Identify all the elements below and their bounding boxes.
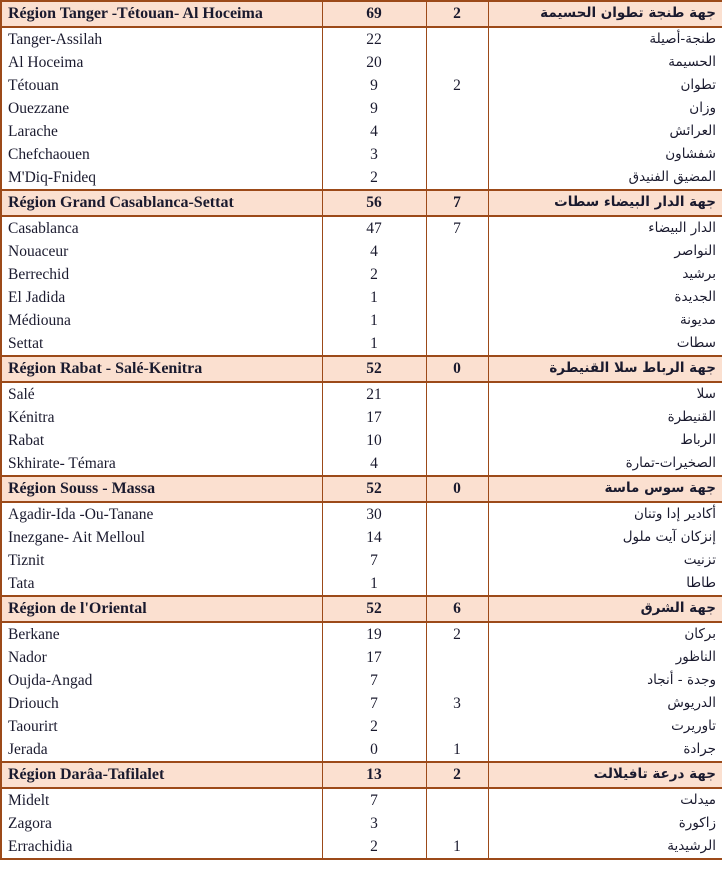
city-name-fr: Tata — [1, 572, 322, 596]
region-name-fr: Région Grand Casablanca-Settat — [1, 190, 322, 216]
city-name-ar: طاطا — [488, 572, 722, 596]
city-name-ar: تاوريرت — [488, 715, 722, 738]
table-row — [1, 309, 722, 332]
city-deaths-count — [426, 646, 488, 669]
table-row — [1, 382, 722, 406]
city-name-ar: وزان — [488, 97, 722, 120]
city-name-ar: وجدة - أنجاد — [488, 669, 722, 692]
city-cases-count: 1 — [322, 332, 426, 356]
city-cases-count: 4 — [322, 452, 426, 476]
table-row — [1, 27, 722, 51]
city-name-fr: Salé — [1, 382, 322, 406]
city-deaths-count — [426, 120, 488, 143]
table-row — [1, 669, 722, 692]
city-name-ar: زاكورة — [488, 812, 722, 835]
region-name-ar: جهة الرباط سلا القنيطرة — [488, 356, 722, 382]
city-name-fr: Settat — [1, 332, 322, 356]
table-row — [1, 240, 722, 263]
table-row — [1, 216, 722, 240]
city-name-fr: Larache — [1, 120, 322, 143]
city-deaths-count — [426, 526, 488, 549]
city-cases-count: 2 — [322, 835, 426, 859]
city-cases-count: 10 — [322, 429, 426, 452]
table-row — [1, 502, 722, 526]
city-cases-count: 17 — [322, 406, 426, 429]
region-deaths-count: 0 — [426, 476, 488, 502]
city-cases-count: 47 — [322, 216, 426, 240]
city-cases-count: 19 — [322, 622, 426, 646]
city-name-ar: الجديدة — [488, 286, 722, 309]
city-cases-count: 1 — [322, 309, 426, 332]
region-name-ar: جهة درعة تافيلالت — [488, 762, 722, 788]
region-header-row — [1, 762, 722, 788]
table-row — [1, 74, 722, 97]
city-name-ar: تزنيت — [488, 549, 722, 572]
region-name-fr: Région Souss - Massa — [1, 476, 322, 502]
region-name-fr: Région de l'Oriental — [1, 596, 322, 622]
city-cases-count: 1 — [322, 286, 426, 309]
city-deaths-count — [426, 788, 488, 812]
city-name-ar: أكادير إدا وتنان — [488, 502, 722, 526]
table-row — [1, 692, 722, 715]
city-deaths-count — [426, 286, 488, 309]
table-row — [1, 452, 722, 476]
city-deaths-count: 2 — [426, 74, 488, 97]
city-name-fr: Al Hoceima — [1, 51, 322, 74]
city-name-fr: Tanger-Assilah — [1, 27, 322, 51]
city-cases-count: 1 — [322, 572, 426, 596]
city-deaths-count — [426, 549, 488, 572]
city-cases-count: 2 — [322, 263, 426, 286]
table-row — [1, 51, 722, 74]
region-deaths-count: 0 — [426, 356, 488, 382]
city-name-fr: Kénitra — [1, 406, 322, 429]
city-name-ar: الرباط — [488, 429, 722, 452]
city-deaths-count — [426, 332, 488, 356]
city-cases-count: 9 — [322, 97, 426, 120]
table-row — [1, 715, 722, 738]
city-deaths-count — [426, 240, 488, 263]
city-name-ar: مديونة — [488, 309, 722, 332]
region-name-ar: جهة طنجة تطوان الحسيمة — [488, 1, 722, 27]
table-row — [1, 286, 722, 309]
city-name-fr: Jerada — [1, 738, 322, 762]
city-name-ar: شفشاون — [488, 143, 722, 166]
city-deaths-count — [426, 669, 488, 692]
city-deaths-count — [426, 812, 488, 835]
city-name-ar: إنزكان آيت ملول — [488, 526, 722, 549]
city-cases-count: 22 — [322, 27, 426, 51]
table-row — [1, 143, 722, 166]
city-cases-count: 7 — [322, 669, 426, 692]
table-row — [1, 429, 722, 452]
region-deaths-count: 7 — [426, 190, 488, 216]
city-deaths-count — [426, 166, 488, 190]
table-row — [1, 549, 722, 572]
city-cases-count: 9 — [322, 74, 426, 97]
city-name-fr: Nouaceur — [1, 240, 322, 263]
city-name-fr: Taourirt — [1, 715, 322, 738]
region-name-ar: جهة الشرق — [488, 596, 722, 622]
city-cases-count: 0 — [322, 738, 426, 762]
city-deaths-count — [426, 452, 488, 476]
city-deaths-count — [426, 572, 488, 596]
city-deaths-count: 1 — [426, 738, 488, 762]
city-cases-count: 3 — [322, 143, 426, 166]
city-deaths-count — [426, 51, 488, 74]
city-name-fr: Errachidia — [1, 835, 322, 859]
city-name-fr: Berrechid — [1, 263, 322, 286]
city-cases-count: 4 — [322, 240, 426, 263]
city-name-ar: ميدلت — [488, 788, 722, 812]
region-cases-count: 13 — [322, 762, 426, 788]
city-deaths-count: 7 — [426, 216, 488, 240]
table-row — [1, 97, 722, 120]
table-row — [1, 835, 722, 859]
city-name-ar: الحسيمة — [488, 51, 722, 74]
region-name-ar: جهة سوس ماسة — [488, 476, 722, 502]
city-name-fr: El Jadida — [1, 286, 322, 309]
city-deaths-count — [426, 143, 488, 166]
region-cases-count: 56 — [322, 190, 426, 216]
city-name-fr: Inezgane- Ait Melloul — [1, 526, 322, 549]
city-name-fr: Ouezzane — [1, 97, 322, 120]
city-cases-count: 30 — [322, 502, 426, 526]
table-row — [1, 622, 722, 646]
city-name-ar: بركان — [488, 622, 722, 646]
region-name-fr: Région Darâa-Tafilalet — [1, 762, 322, 788]
city-cases-count: 7 — [322, 788, 426, 812]
city-name-fr: Midelt — [1, 788, 322, 812]
city-name-fr: M'Diq-Fnideq — [1, 166, 322, 190]
city-name-fr: Médiouna — [1, 309, 322, 332]
city-name-ar: جرادة — [488, 738, 722, 762]
city-name-fr: Agadir-Ida -Ou-Tanane — [1, 502, 322, 526]
city-name-ar: تطوان — [488, 74, 722, 97]
city-name-ar: الصخيرات-تمارة — [488, 452, 722, 476]
city-name-fr: Nador — [1, 646, 322, 669]
table-row — [1, 120, 722, 143]
city-name-ar: سطات — [488, 332, 722, 356]
city-cases-count: 3 — [322, 812, 426, 835]
city-deaths-count: 3 — [426, 692, 488, 715]
table-row — [1, 572, 722, 596]
region-name-fr: Région Rabat - Salé-Kenitra — [1, 356, 322, 382]
city-name-ar: العرائش — [488, 120, 722, 143]
region-header-row — [1, 476, 722, 502]
city-name-ar: طنجة-أصيلة — [488, 27, 722, 51]
table-row — [1, 263, 722, 286]
city-name-fr: Zagora — [1, 812, 322, 835]
city-name-fr: Chefchaouen — [1, 143, 322, 166]
city-deaths-count: 2 — [426, 622, 488, 646]
region-deaths-count: 2 — [426, 1, 488, 27]
city-deaths-count — [426, 429, 488, 452]
region-header-row — [1, 356, 722, 382]
city-deaths-count: 1 — [426, 835, 488, 859]
table-row — [1, 788, 722, 812]
city-deaths-count — [426, 406, 488, 429]
city-name-ar: المضيق الفنيدق — [488, 166, 722, 190]
region-header-row — [1, 190, 722, 216]
table-body — [1, 1, 722, 859]
city-name-fr: Tétouan — [1, 74, 322, 97]
city-deaths-count — [426, 715, 488, 738]
region-cases-count: 69 — [322, 1, 426, 27]
city-name-ar: سلا — [488, 382, 722, 406]
region-cases-count: 52 — [322, 356, 426, 382]
city-name-ar: الرشيدية — [488, 835, 722, 859]
city-name-ar: النواصر — [488, 240, 722, 263]
city-name-fr: Casablanca — [1, 216, 322, 240]
city-cases-count: 21 — [322, 382, 426, 406]
city-name-ar: الدار البيضاء — [488, 216, 722, 240]
city-name-fr: Berkane — [1, 622, 322, 646]
table-row — [1, 526, 722, 549]
city-name-fr: Oujda-Angad — [1, 669, 322, 692]
city-name-ar: القنيطرة — [488, 406, 722, 429]
city-cases-count: 2 — [322, 715, 426, 738]
city-deaths-count — [426, 502, 488, 526]
city-name-fr: Tiznit — [1, 549, 322, 572]
region-name-ar: جهة الدار البيضاء سطات — [488, 190, 722, 216]
city-name-fr: Skhirate- Témara — [1, 452, 322, 476]
city-deaths-count — [426, 97, 488, 120]
table-row — [1, 738, 722, 762]
city-cases-count: 7 — [322, 692, 426, 715]
table-row — [1, 406, 722, 429]
city-deaths-count — [426, 382, 488, 406]
city-name-ar: الناظور — [488, 646, 722, 669]
city-deaths-count — [426, 27, 488, 51]
region-deaths-count: 2 — [426, 762, 488, 788]
city-name-fr: Driouch — [1, 692, 322, 715]
region-name-fr: Région Tanger -Tétouan- Al Hoceima — [1, 1, 322, 27]
table-row — [1, 812, 722, 835]
table-row — [1, 166, 722, 190]
region-cases-count: 52 — [322, 476, 426, 502]
city-cases-count: 20 — [322, 51, 426, 74]
table-row — [1, 332, 722, 356]
region-header-row — [1, 596, 722, 622]
region-deaths-count: 6 — [426, 596, 488, 622]
table-row — [1, 646, 722, 669]
city-cases-count: 7 — [322, 549, 426, 572]
city-deaths-count — [426, 263, 488, 286]
city-cases-count: 17 — [322, 646, 426, 669]
region-header-row — [1, 1, 722, 27]
city-cases-count: 2 — [322, 166, 426, 190]
city-name-ar: الدريوش — [488, 692, 722, 715]
city-cases-count: 4 — [322, 120, 426, 143]
city-name-ar: برشيد — [488, 263, 722, 286]
region-cases-count: 52 — [322, 596, 426, 622]
city-name-fr: Rabat — [1, 429, 322, 452]
city-cases-count: 14 — [322, 526, 426, 549]
city-deaths-count — [426, 309, 488, 332]
